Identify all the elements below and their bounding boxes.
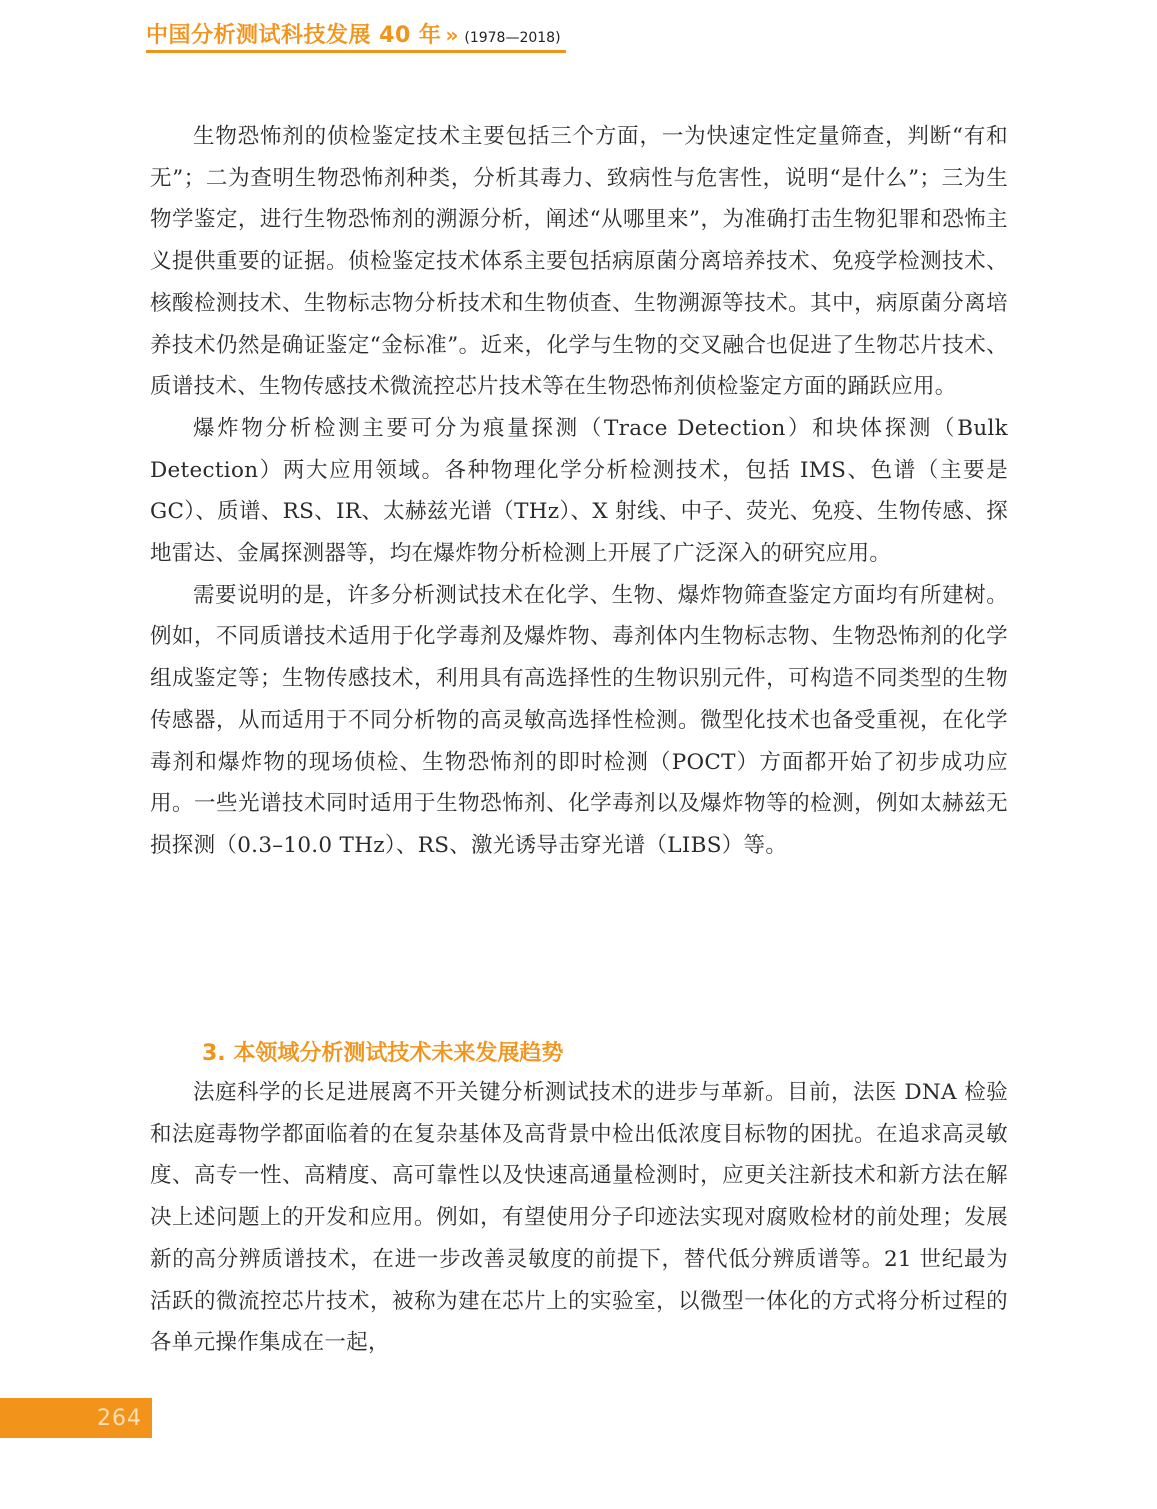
page-number-tab bbox=[0, 1398, 152, 1438]
paragraph-future-trends: 法庭科学的长足进展离不开关键分析测试技术的进步与革新。目前，法医 DNA 检验和法庭毒物学都面临着的在复杂基体及高背景中检出低浓度目标物的困扰。在追求高灵敏度、高专一性、高精度、高可靠性以及快速高通量检测时，应更关注新技术和新方法在解决上述问题上的开发和应用。例如，有望使用分子印迹法实现对腐败检材的前处理；发展新的高分辨质谱技术，在进一步改善灵敏度的前提下，替代低分辨质谱等。21 世纪最为活跃的微流控芯片技术，被称为建在芯片上的实验室，以微型一体化的方式将分析过程的各单元操作集成在一起， bbox=[150, 1080, 1008, 1356]
header-years: (1978—2018) bbox=[464, 30, 561, 46]
page-number: 264 bbox=[97, 1405, 142, 1431]
section-body bbox=[150, 1072, 1008, 1364]
body-text bbox=[150, 116, 1008, 867]
paragraph-note: 需要说明的是，许多分析测试技术在化学、生物、爆炸物筛查鉴定方面均有所建树。例如，不同质谱技术适用于化学毒剂及爆炸物、毒剂体内生物标志物、生物恐怖剂的化学组成鉴定等；生物传感技术，利用具有高选择性的生物识别元件，可构造不同类型的生物传感器，从而适用于不同分析物的高灵敏高选择性检测。微型化技术也备受重视，在化学毒剂和爆炸物的现场侦检、生物恐怖剂的即时检测（POCT）方面都开始了初步成功应用。一些光谱技术同时适用于生物恐怖剂、化学毒剂以及爆炸物等的检测，例如太赫兹无损探测（0.3–10.0 THz）、RS、激光诱导击穿光谱（LIBS）等。 bbox=[150, 582, 1008, 858]
paragraph-bioterror: 生物恐怖剂的侦检鉴定技术主要包括三个方面，一为快速定性定量筛查，判断“有和无”；二为查明生物恐怖剂种类，分析其毒力、致病性与危害性，说明“是什么”；三为生物学鉴定，进行生物恐怖剂的溯源分析，阐述“从哪里来”，为准确打击生物犯罪和恐怖主义提供重要的证据。侦检鉴定技术体系主要包括病原菌分离培养技术、免疫学检测技术、核酸检测技术、生物标志物分析技术和生物侦查、生物溯源等技术。其中，病原菌分离培养技术仍然是确证鉴定“金标准”。近来，化学与生物的交叉融合也促进了生物芯片技术、质谱技术、生物传感技术微流控芯片技术等在生物恐怖剂侦检鉴定方面的踊跃应用。 bbox=[150, 124, 1008, 400]
running-header bbox=[146, 18, 561, 52]
section-heading: 3. 本领域分析测试技术未来发展趋势 bbox=[202, 1041, 564, 1066]
header-title: 中国分析测试科技发展 40 年 bbox=[146, 23, 442, 48]
header-rule bbox=[146, 50, 566, 53]
paragraph-explosives: 爆炸物分析检测主要可分为痕量探测（Trace Detection）和块体探测（Bulk Detection）两大应用领域。各种物理化学分析检测技术，包括 IMS、色谱（主要是 GC）、质谱、RS、IR、太赫兹光谱（THz）、X 射线、中子、荧光、免疫、生物传感、探地雷达、金属探测器等，均在爆炸物分析检测上开展了广泛深入的研究应用。 bbox=[150, 415, 1008, 567]
double-chevron-icon: » bbox=[445, 23, 459, 47]
